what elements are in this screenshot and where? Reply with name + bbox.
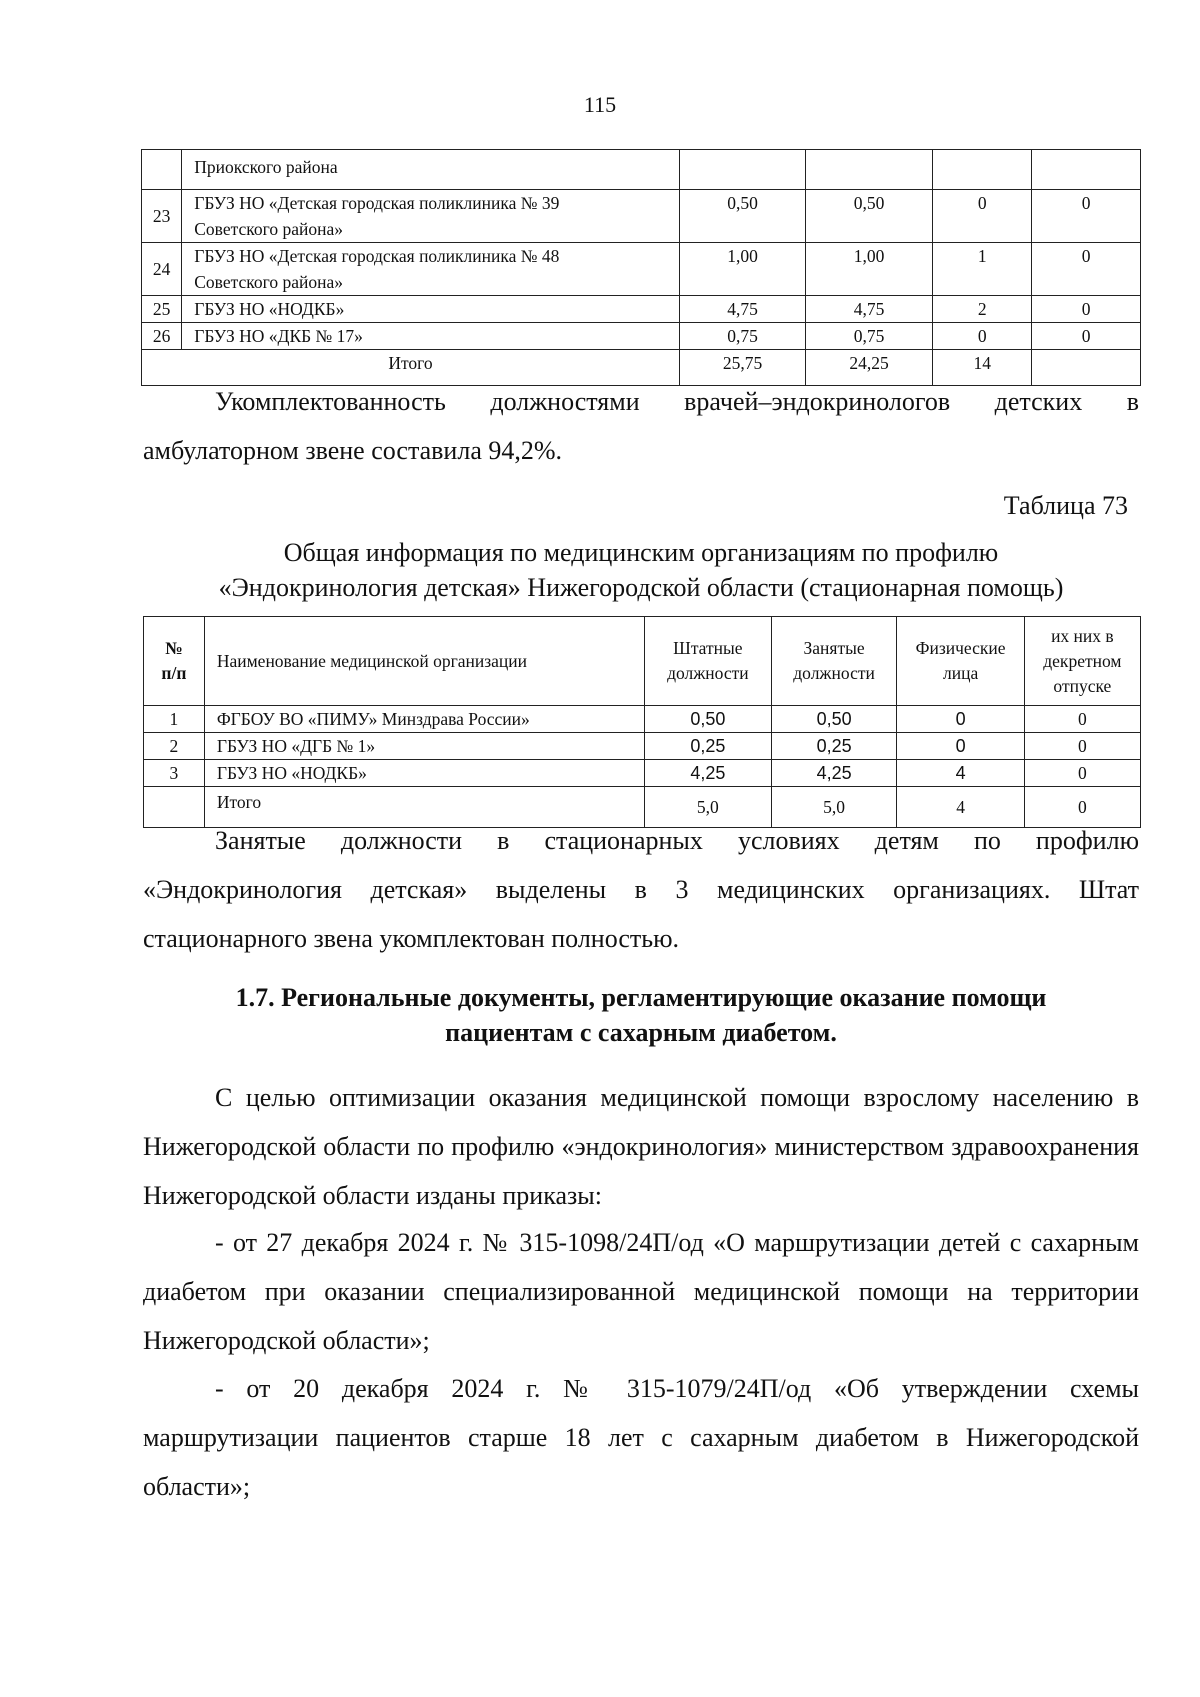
occupied-positions: 0,50 bbox=[771, 706, 897, 733]
header-maternity-leave: их них в декретном отпуске bbox=[1024, 617, 1140, 706]
staff-positions: 0,25 bbox=[645, 733, 772, 760]
section-heading: 1.7. Региональные документы, регламентирующие оказание помощи пациентам с сахарным диабетом. bbox=[235, 983, 1047, 1047]
staff-positions: 4,75 bbox=[680, 296, 806, 323]
total-persons: 14 bbox=[933, 350, 1032, 386]
header-occupied-positions: Занятые должности bbox=[771, 617, 897, 706]
page-number: 115 bbox=[583, 92, 617, 117]
total-occupied: 24,25 bbox=[806, 350, 933, 386]
table-row bbox=[142, 190, 1141, 243]
row-number: 3 bbox=[144, 760, 205, 787]
row-number: 1 bbox=[144, 706, 205, 733]
name-line: Советского района» bbox=[194, 219, 343, 239]
paragraph-order-children: - от 27 декабря 2024 г. № 315-1098/24П/од «О маршрутизации детей с сахарным диабетом при оказании специализированной медицинской помощи на территории Нижегородской области»; bbox=[143, 1228, 1139, 1355]
row-number: 25 bbox=[142, 296, 182, 323]
table-cell-name: ГБУЗ НО «НОДКБ» bbox=[182, 296, 680, 323]
header-num: № п/п bbox=[144, 617, 205, 706]
total-persons: 4 bbox=[897, 787, 1024, 828]
maternity-leave: 0 bbox=[1024, 760, 1140, 787]
name-line: ГБУЗ НО «Детская городская поликлиника № 39 bbox=[194, 193, 560, 213]
total-label: Итого bbox=[142, 350, 680, 386]
table-row bbox=[142, 323, 1141, 350]
paragraph-order-adults: - от 20 декабря 2024 г. № 315-1079/24П/од «Об утверждении схемы маршрутизации пациентов старше 18 лет с сахарным диабетом в Нижегородской области»; bbox=[143, 1374, 1139, 1501]
staffing-table-continued bbox=[141, 149, 1141, 386]
occupied-positions: 4,25 bbox=[771, 760, 897, 787]
occupied-positions: 1,00 bbox=[806, 243, 933, 296]
maternity-leave: 0 bbox=[1032, 243, 1141, 296]
staff-positions: 0,75 bbox=[680, 323, 806, 350]
paragraph-orders-intro: С целью оптимизации оказания медицинской помощи взрослому населению в Нижегородской области по профилю «эндокринология» министерством здравоохранения Нижегородской области изданы приказы: bbox=[143, 1083, 1139, 1210]
total-occupied: 5,0 bbox=[771, 787, 897, 828]
staff-positions: 0,50 bbox=[645, 706, 772, 733]
header-physical-persons: Физические лица bbox=[897, 617, 1024, 706]
physical-persons: 2 bbox=[933, 296, 1032, 323]
maternity-leave: 0 bbox=[1024, 733, 1140, 760]
total-label: Итого bbox=[204, 787, 644, 828]
name-line: Советского района» bbox=[194, 272, 343, 292]
paragraph-staffing-ambulatory: Укомплектованность должностями врачей–эндокринологов детских в амбулаторном звене составила 94,2%. bbox=[143, 387, 1139, 465]
occupied-positions: 4,75 bbox=[806, 296, 933, 323]
table-row bbox=[142, 150, 1141, 190]
table-cell-name: ГБУЗ НО «ДКБ № 17» bbox=[182, 323, 680, 350]
row-number: 24 bbox=[142, 243, 182, 296]
row-number: 26 bbox=[142, 323, 182, 350]
row-number: 2 bbox=[144, 733, 205, 760]
inpatient-organizations-table bbox=[143, 616, 1141, 828]
physical-persons: 0 bbox=[897, 706, 1024, 733]
maternity-leave: 0 bbox=[1032, 190, 1141, 243]
table-cell-name: Приокского района bbox=[182, 150, 680, 190]
physical-persons: 0 bbox=[933, 323, 1032, 350]
table-title-line: Общая информация по медицинским организациям по профилю bbox=[283, 538, 999, 567]
occupied-positions: 0,75 bbox=[806, 323, 933, 350]
table-cell-name bbox=[182, 190, 680, 243]
staff-positions: 0,50 bbox=[680, 190, 806, 243]
table-cell-name bbox=[182, 243, 680, 296]
maternity-leave: 0 bbox=[1024, 706, 1140, 733]
row-number: 23 bbox=[142, 190, 182, 243]
org-name: ГБУЗ НО «ДГБ № 1» bbox=[204, 733, 644, 760]
physical-persons: 4 bbox=[897, 760, 1024, 787]
table-row bbox=[142, 296, 1141, 323]
org-name: ФГБОУ ВО «ПИМУ» Минздрава России» bbox=[204, 706, 644, 733]
header-org-name: Наименование медицинской организации bbox=[204, 617, 644, 706]
total-staff: 25,75 bbox=[680, 350, 806, 386]
total-leave: 0 bbox=[1024, 787, 1140, 828]
physical-persons: 0 bbox=[933, 190, 1032, 243]
total-staff: 5,0 bbox=[645, 787, 772, 828]
staff-positions: 4,25 bbox=[645, 760, 772, 787]
maternity-leave: 0 bbox=[1032, 323, 1141, 350]
occupied-positions: 0,50 bbox=[806, 190, 933, 243]
name-line: ГБУЗ НО «Детская городская поликлиника № 48 bbox=[194, 246, 560, 266]
table-title-line: «Эндокринология детская» Нижегородской области (стационарная помощь) bbox=[218, 573, 1064, 602]
header-staff-positions: Штатные должности bbox=[645, 617, 772, 706]
table-row bbox=[142, 243, 1141, 296]
physical-persons: 0 bbox=[897, 733, 1024, 760]
occupied-positions: 0,25 bbox=[771, 733, 897, 760]
org-name: ГБУЗ НО «НОДКБ» bbox=[204, 760, 644, 787]
table-row bbox=[144, 760, 1141, 787]
maternity-leave: 0 bbox=[1032, 296, 1141, 323]
table-header-row bbox=[144, 617, 1141, 706]
table-row bbox=[144, 706, 1141, 733]
physical-persons: 1 bbox=[933, 243, 1032, 296]
staff-positions: 1,00 bbox=[680, 243, 806, 296]
paragraph-inpatient-staffing: Занятые должности в стационарных условиях детям по профилю «Эндокринология детская» выделены в 3 медицинских организациях. Штат стационарного звена укомплектован полностью. bbox=[143, 826, 1139, 953]
table-row bbox=[144, 733, 1141, 760]
table-title bbox=[143, 535, 1139, 605]
table-label: Таблица 73 bbox=[1003, 491, 1128, 520]
